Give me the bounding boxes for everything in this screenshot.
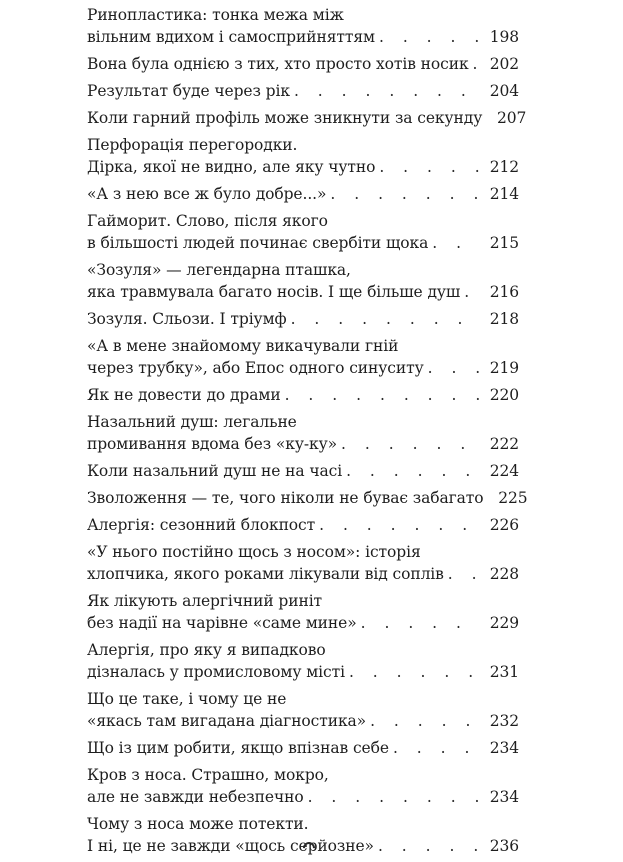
toc-entry-title: Перфорація перегородки. — [87, 136, 298, 154]
toc-entry — [87, 639, 519, 683]
toc-entry-line — [87, 26, 519, 48]
dot-leader — [304, 786, 479, 808]
toc-page-number: 228 — [489, 565, 519, 583]
toc-entry-line — [87, 764, 519, 786]
toc-entry-title: Дірка, якої не видно, але яку чутно — [87, 158, 376, 176]
toc-entry-title: дізналась у промисловому місті — [87, 663, 345, 681]
toc-entry-line — [87, 335, 519, 357]
toc-entry-line — [87, 661, 519, 683]
toc-entry-title: Алергія: сезонний блокпост — [87, 516, 316, 534]
toc-entry-title: яка травмувала багато носів. І ще більше душ — [87, 283, 461, 301]
toc-entry — [87, 335, 519, 379]
toc-page-number: 198 — [489, 28, 519, 46]
toc-entry-title: «А з нею все ж було добре...» — [87, 185, 327, 203]
toc-page-number: 232 — [489, 712, 519, 730]
dot-leader — [366, 710, 479, 732]
toc-entry-title: Як не довести до драми — [87, 386, 281, 404]
toc-entry-line — [87, 710, 519, 732]
toc-entry-title: Як лікують алергічний риніт — [87, 592, 323, 610]
dot-leader — [389, 737, 479, 759]
toc-entry-line — [87, 53, 519, 75]
dot-leader — [342, 460, 479, 482]
dot-leader — [375, 26, 479, 48]
dot-leader — [287, 308, 479, 330]
toc-entry-line — [87, 232, 519, 254]
toc-entry-line — [87, 786, 519, 808]
toc-entry-title: Результат буде через рік — [87, 82, 290, 100]
toc-entry-title: Чому з носа може потекти. — [87, 815, 309, 833]
toc-page-number: 229 — [489, 614, 519, 632]
toc-entry — [87, 541, 519, 585]
dot-leader — [281, 384, 479, 406]
toc-entry-line — [87, 156, 519, 178]
toc-entry-title: «якась там вигадана діагностика» — [87, 712, 367, 730]
toc-entry — [87, 210, 519, 254]
toc-page-number: 216 — [489, 283, 519, 301]
toc-entry-title: Що це таке, і чому це не — [87, 690, 287, 708]
toc-entry — [87, 737, 519, 759]
toc-page-number: 222 — [489, 435, 519, 453]
toc-page-number: 215 — [489, 234, 519, 252]
toc-entry — [87, 514, 519, 536]
dot-leader — [290, 80, 479, 102]
toc-entry-line — [87, 281, 519, 303]
toc-page-number: 226 — [489, 516, 519, 534]
toc-entry-line — [87, 487, 528, 509]
toc-entry-title: «Зозуля» — легендарна пташка, — [87, 261, 351, 279]
toc-entry-line — [87, 433, 519, 455]
toc-page-number: 204 — [489, 82, 519, 100]
toc-page-number: 234 — [489, 739, 519, 757]
dot-leader — [345, 661, 479, 683]
toc-page-number: 214 — [489, 185, 519, 203]
toc-entry-line — [87, 460, 519, 482]
toc-entry-title: Зозуля. Сльози. І тріумф — [87, 310, 287, 328]
toc-entry — [87, 80, 519, 102]
toc-entry-title: в більшості людей починає свербіти щока — [87, 234, 429, 252]
toc-entry — [87, 688, 519, 732]
dot-leader — [337, 433, 479, 455]
dot-leader — [315, 514, 479, 536]
toc-entry-title: Вона була однією з тих, хто просто хотів носик — [87, 55, 469, 73]
toc-page-number: 202 — [489, 55, 519, 73]
toc-entry-title: Алергія, про яку я випадково — [87, 641, 326, 659]
toc-entry — [87, 308, 519, 330]
dot-leader — [424, 357, 479, 379]
toc-page-number: 225 — [498, 489, 528, 507]
toc-entry-line — [87, 183, 519, 205]
toc-entry-line — [87, 590, 519, 612]
toc-entry — [87, 259, 519, 303]
toc-entry-line — [87, 411, 519, 433]
toc-entry-line — [87, 737, 519, 759]
toc-entry-line — [87, 210, 519, 232]
dot-leader — [375, 156, 479, 178]
toc-entry — [87, 4, 519, 48]
toc-entry-title: але не завжди небезпечно — [87, 788, 304, 806]
toc-page-number: 212 — [489, 158, 519, 176]
toc-entry-line — [87, 688, 519, 710]
toc-entry — [87, 764, 519, 808]
toc-entry-title: Кров з носа. Страшно, мокро, — [87, 766, 329, 784]
toc-entry-line — [87, 384, 519, 406]
toc-entry-title: вільним вдихом і самосприйняттям — [87, 28, 375, 46]
toc-entry-title: Що із цим робити, якщо впізнав себе — [87, 739, 389, 757]
toc-entry-title: «У нього постійно щось з носом»: історія — [87, 543, 421, 561]
toc-entry — [87, 487, 528, 509]
toc-entry-line — [87, 80, 519, 102]
dot-leader — [326, 183, 479, 205]
toc-entry — [87, 460, 519, 482]
toc-entry-title: промивання вдома без «ку-ку» — [87, 435, 338, 453]
toc-entry-title: без надії на чарівне «саме мине» — [87, 614, 357, 632]
toc-page-number: 234 — [489, 788, 519, 806]
toc-entry-title: Ринопластика: тонка межа між — [87, 6, 344, 24]
table-of-contents — [87, 4, 528, 862]
toc-entry-line — [87, 259, 519, 281]
toc-entry-line — [87, 563, 519, 585]
toc-entry-title: через трубку», або Епос одного синуситу — [87, 359, 424, 377]
toc-entry-title: Коли гарний профіль може зникнути за секунду — [87, 109, 483, 127]
toc-entry — [87, 107, 527, 129]
toc-entry-title: «А в мене знайомому викачували гній — [87, 337, 399, 355]
toc-entry-line — [87, 514, 519, 536]
toc-entry — [87, 384, 519, 406]
toc-page-number: 231 — [489, 663, 519, 681]
toc-entry-line — [87, 541, 519, 563]
toc-entry-title: Назальний душ: легальне — [87, 413, 297, 431]
toc-entry-line — [87, 107, 527, 129]
toc-page-number: 220 — [489, 386, 519, 404]
dot-leader — [428, 232, 479, 254]
toc-entry-title: Коли назальний душ не на часі — [87, 462, 343, 480]
toc-entry-line — [87, 639, 519, 661]
toc-entry-title: Гайморит. Слово, після якого — [87, 212, 328, 230]
toc-entry-line — [87, 308, 519, 330]
dot-leader — [374, 835, 479, 857]
toc-entry-title: І ні, це не завжди «щось серйозне» — [87, 837, 374, 855]
toc-entry — [87, 53, 519, 75]
toc-entry-line — [87, 612, 519, 634]
toc-entry-line — [87, 813, 519, 835]
toc-page-number: 218 — [489, 310, 519, 328]
toc-entry — [87, 134, 519, 178]
toc-entry — [87, 590, 519, 634]
dot-leader — [469, 53, 479, 75]
dot-leader — [460, 281, 479, 303]
dot-leader — [444, 563, 479, 585]
toc-page-number: 236 — [489, 837, 519, 855]
toc-page-number: 219 — [489, 359, 519, 377]
toc-entry-line — [87, 134, 519, 156]
dot-leader — [357, 612, 479, 634]
toc-page-number: 207 — [496, 109, 527, 127]
toc-page-number: 224 — [489, 462, 519, 480]
toc-entry — [87, 411, 519, 455]
toc-entry-title: Зволоження — те, чого ніколи не буває забагато — [87, 489, 484, 507]
toc-entry-line — [87, 357, 519, 379]
toc-entry-line — [87, 4, 519, 26]
toc-entry — [87, 183, 519, 205]
toc-entry-title: хлопчика, якого роками лікували від соплів — [87, 565, 444, 583]
